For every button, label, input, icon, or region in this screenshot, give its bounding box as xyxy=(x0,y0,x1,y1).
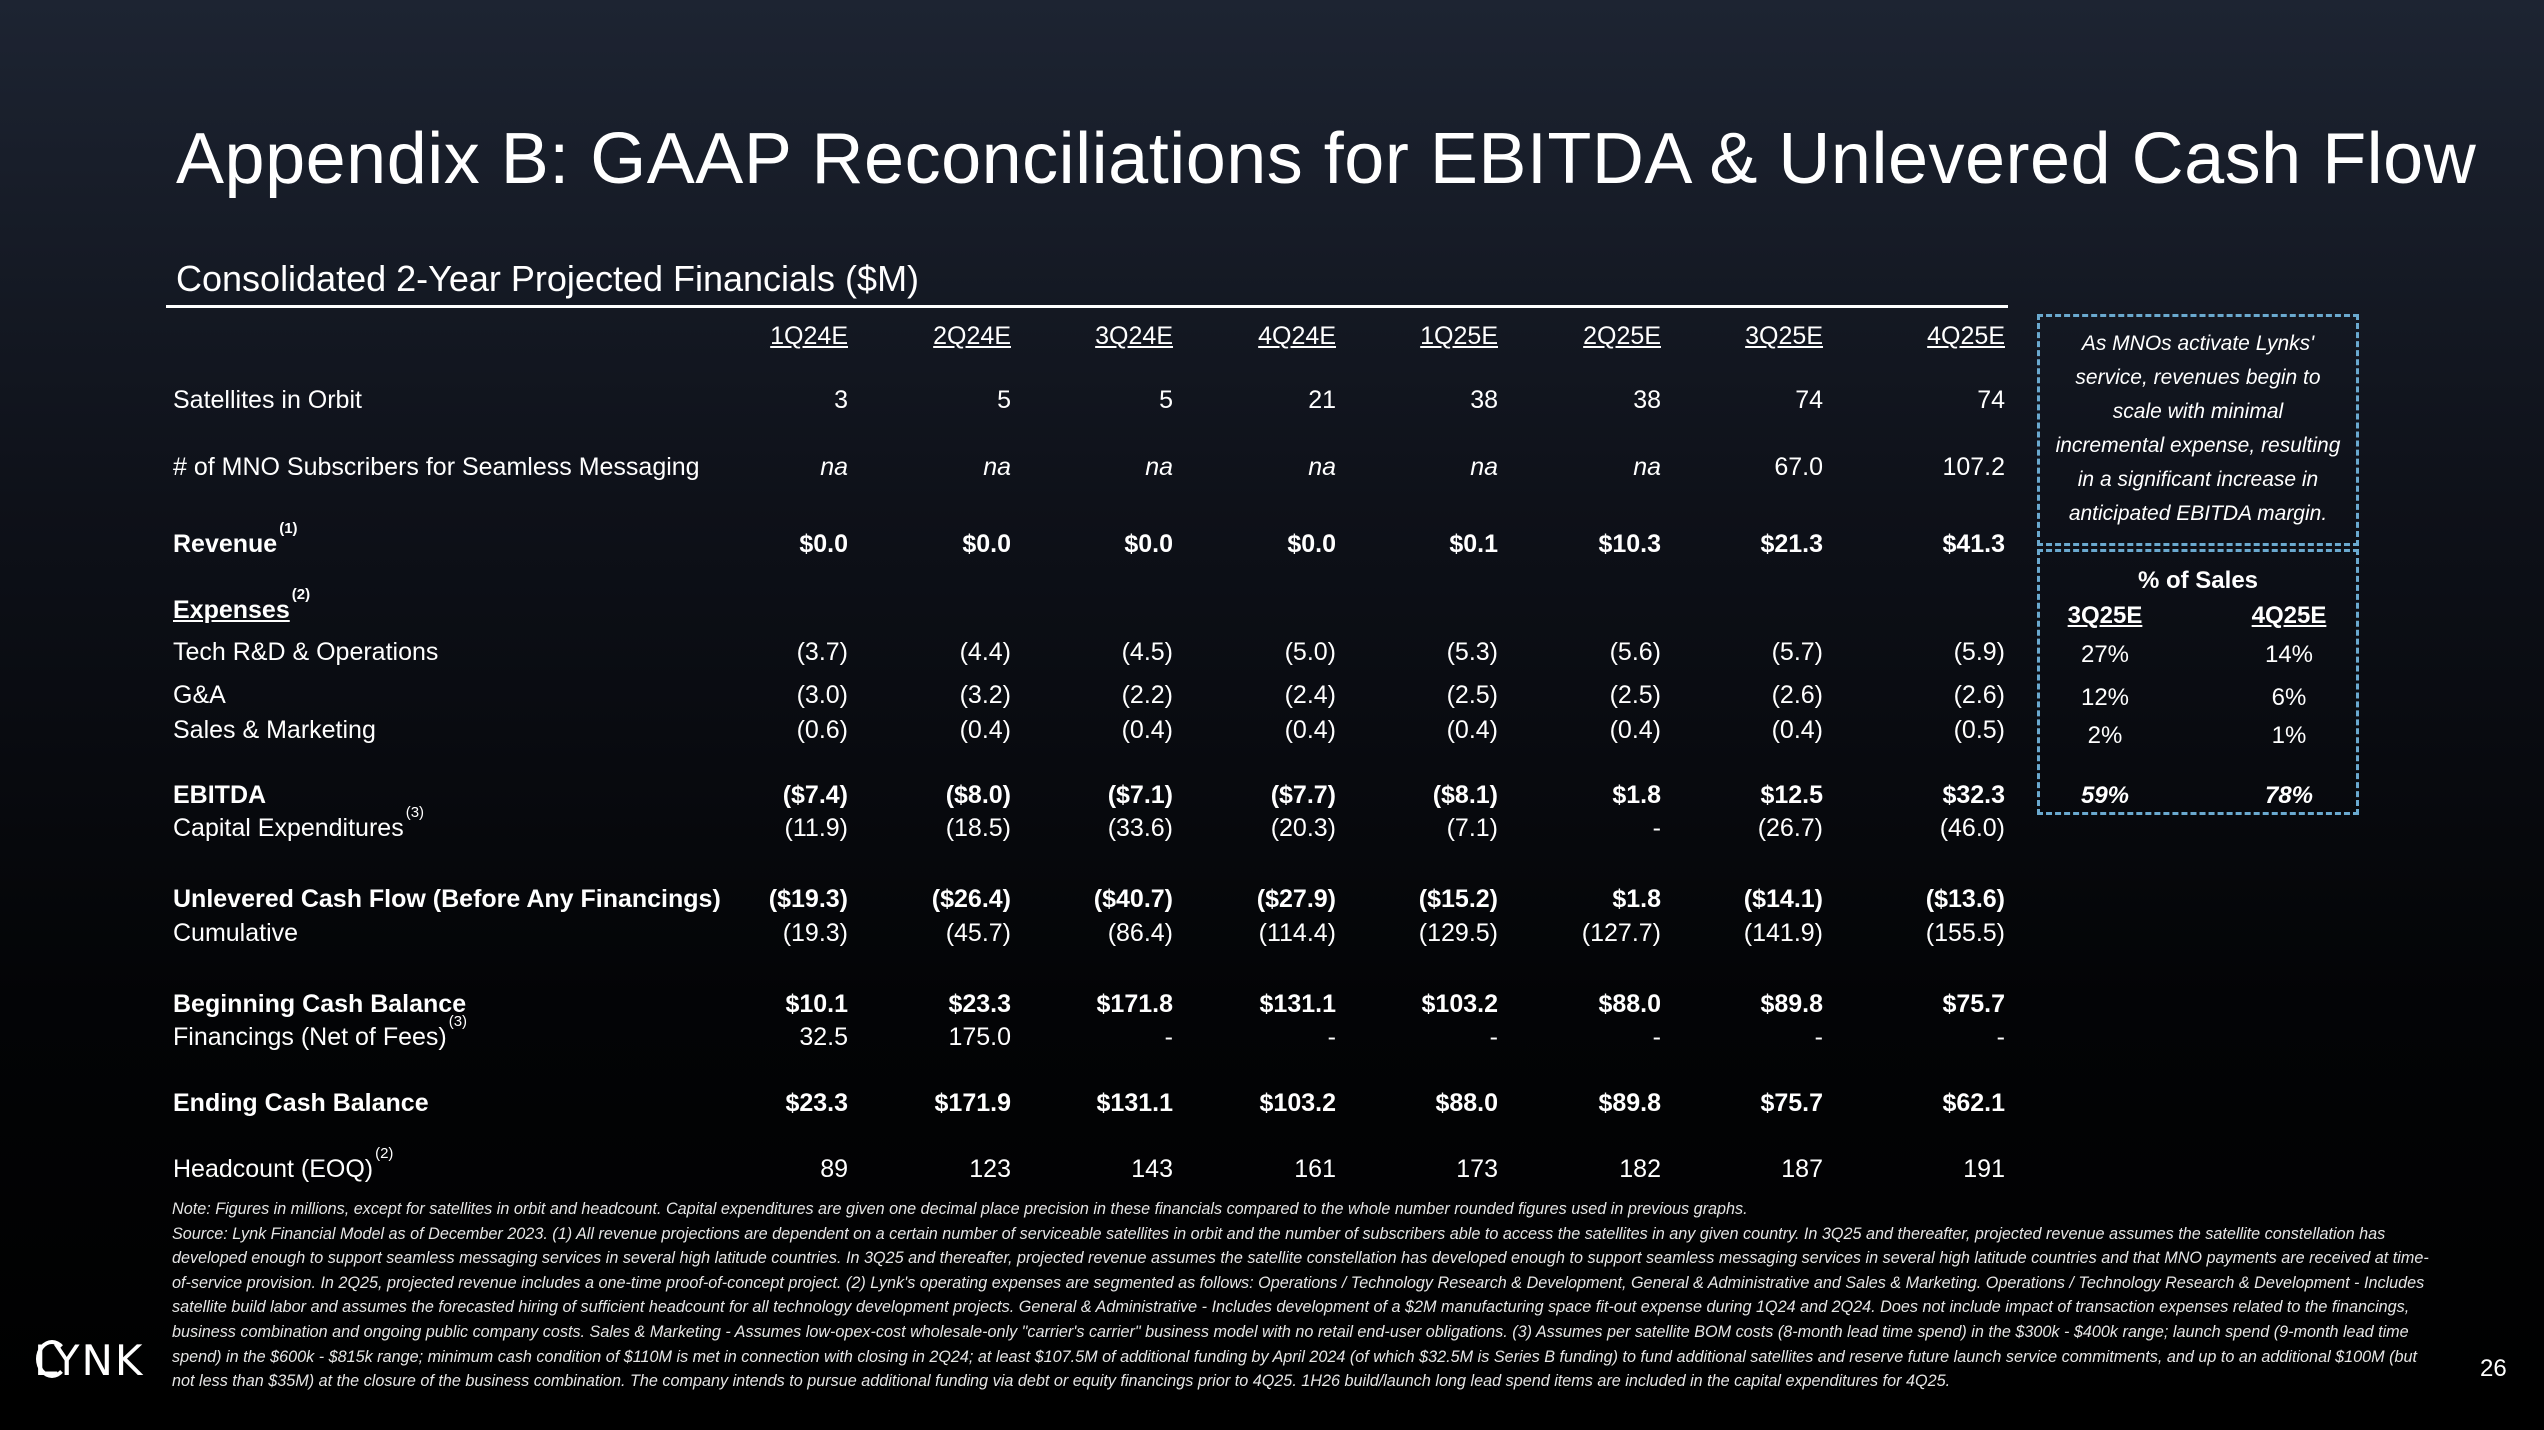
table-cell: (0.4) xyxy=(1121,716,1173,744)
row-label-text: Beginning Cash Balance xyxy=(173,990,467,1018)
row-label-text: G&A xyxy=(173,681,226,709)
row-label-revenue xyxy=(173,520,298,559)
table-cell: (33.6) xyxy=(1107,814,1173,842)
column-header: 3Q25E xyxy=(1745,322,1823,350)
table-cell: - xyxy=(1652,1023,1661,1051)
table-cell: ($19.3) xyxy=(768,885,848,913)
table-cell: 175.0 xyxy=(948,1023,1011,1051)
table-cell: (2.6) xyxy=(1953,681,2005,709)
table-cell: 21 xyxy=(1308,386,1336,414)
table-cell: $89.8 xyxy=(1760,990,1823,1018)
table-cell: - xyxy=(1164,1023,1173,1051)
table-cell: (2.2) xyxy=(1121,681,1173,709)
table-cell: 74 xyxy=(1795,386,1823,414)
table-cell: (5.0) xyxy=(1284,638,1336,666)
column-header: 1Q25E xyxy=(1420,322,1498,350)
pct-sales-header: 3Q25E xyxy=(2067,602,2143,629)
table-cell: (2.5) xyxy=(1446,681,1498,709)
table-cell: (19.3) xyxy=(782,919,848,947)
table-cell: 5 xyxy=(997,386,1011,414)
row-label-text: EBITDA xyxy=(173,781,267,809)
pct-of-sales-box xyxy=(2037,549,2359,815)
table-cell: (46.0) xyxy=(1939,814,2005,842)
table-cell: (0.4) xyxy=(1446,716,1498,744)
row-label-cumulative xyxy=(173,919,298,948)
column-header: 1Q24E xyxy=(770,322,848,350)
note-line: Note: Figures in millions, except for satellites in orbit and headcount. Capital expenditures are given one decimal place precision in these financials compared to the whole number rounded figures used in previous graphs. xyxy=(172,1200,1748,1218)
pct-sales-value: 1% xyxy=(2271,722,2307,749)
row-label-text: Capital Expenditures xyxy=(173,814,404,842)
table-cell: (5.9) xyxy=(1953,638,2005,666)
table-cell: $0.0 xyxy=(1124,530,1173,558)
table-cell: $10.3 xyxy=(1598,530,1661,558)
source-text: Source: Lynk Financial Model as of December 2023. (1) All revenue projections are dependent on a certain number of serviceable satellites in orbit and the number of subscribers able to access the satellites in any given country. In 3Q25 and thereafter, projected revenue assumes the satellite constellation has developed enough to support seamless messaging services in several high latitude countries. In 3Q25 and thereafter, projected revenue assumes the satellite constellation has developed enough to support seamless messaging services in several high latitude countries and that MNO payments are received at time-of-service provision. In 2Q25, projected revenue includes a one-time proof-of-concept project. (2) Lynk's operating expenses are segmented as follows: Operations / Technology Research & Development, General & Administrative and Sales & Marketing. Operations / Technology Research & Development - Includes satellite build labor and assumes the forecasted hiring of sufficient headcount for all technology development projects. General & Administrative - Includes development of a $2M manufacturing space fit-out expense during 1Q24 and 2Q24. Does not include impact of transaction expenses related to the financings, business combination and ongoing public company costs. Sales & Marketing - Assumes low-opex-cost wholesale-only "carrier's carrier" business model with no retail end-user obligations. (3) Assumes per satellite BOM costs (8-month lead time spend) in the $300k - $400k range; launch spend (9-month lead time spend) in the $600k - $815k range; minimum cash condition of $110M is met in connection with closing in 2Q24; at least $107.5M of additional funding by April 2024 (of which $32.5M is Series B funding) to fund additional satellites and reserve future launch service commitments, and up to an additional $100M (but not less than $35M) at the closure of the business combination. The company intends to pursue additional funding via debt or equity financings prior to 4Q25. 1H26 build/launch long lead spend items are included in the capital expenditures for 4Q25. xyxy=(172,1224,2429,1391)
table-cell: ($13.6) xyxy=(1925,885,2005,913)
page-number: 26 xyxy=(2480,1355,2507,1382)
table-cell: ($7.1) xyxy=(1107,781,1173,809)
table-cell: ($8.0) xyxy=(945,781,1011,809)
row-label-ga xyxy=(173,681,226,710)
table-cell: (0.4) xyxy=(1284,716,1336,744)
table-cell: ($14.1) xyxy=(1743,885,1823,913)
table-cell: (0.6) xyxy=(796,716,848,744)
row-label-ucf xyxy=(173,885,721,914)
table-cell: 89 xyxy=(820,1155,848,1183)
table-cell: na xyxy=(1145,453,1173,481)
table-cell: (0.4) xyxy=(1771,716,1823,744)
table-cell: 123 xyxy=(969,1155,1011,1183)
table-cell: $88.0 xyxy=(1435,1089,1498,1117)
table-cell: $171.9 xyxy=(934,1089,1011,1117)
callout-line: in a significant increase in xyxy=(2077,468,2319,491)
callout-line: scale with minimal xyxy=(2112,400,2284,423)
row-label-text: Satellites in Orbit xyxy=(173,386,362,414)
table-cell: $131.1 xyxy=(1259,990,1336,1018)
table-cell: $75.7 xyxy=(1760,1089,1823,1117)
row-label-sm xyxy=(173,716,376,745)
table-cell: $23.3 xyxy=(948,990,1011,1018)
table-cell: $62.1 xyxy=(1942,1089,2005,1117)
table-cell: $10.1 xyxy=(785,990,848,1018)
table-cell: (127.7) xyxy=(1581,919,1661,947)
pct-sales-value: 12% xyxy=(2080,684,2130,711)
row-label-subscribers xyxy=(173,453,700,482)
table-cell: na xyxy=(1470,453,1498,481)
footnote-marker: (2) xyxy=(375,1145,394,1162)
page-title: Appendix B: GAAP Reconciliations for EBITDA & Unlevered Cash Flow xyxy=(176,119,2477,199)
table-cell: (4.5) xyxy=(1121,638,1173,666)
table-cell: na xyxy=(820,453,848,481)
table-cell: ($27.9) xyxy=(1256,885,1336,913)
pct-of-sales-title: % of Sales xyxy=(2137,567,2259,594)
table-cell: $1.8 xyxy=(1612,781,1661,809)
table-cell: $103.2 xyxy=(1259,1089,1336,1117)
table-cell: (11.9) xyxy=(784,814,848,842)
callout-line: As MNOs activate Lynks' xyxy=(2081,332,2315,355)
table-cell: 191 xyxy=(1963,1155,2005,1183)
table-cell: na xyxy=(1308,453,1336,481)
table-cell: $131.1 xyxy=(1096,1089,1173,1117)
table-cell: (3.0) xyxy=(796,681,848,709)
table-cell: (2.6) xyxy=(1771,681,1823,709)
company-logo: LYNK xyxy=(34,1336,145,1385)
table-cell: $171.8 xyxy=(1096,990,1173,1018)
table-cell: - xyxy=(1327,1023,1336,1051)
footnote-marker: (3) xyxy=(448,1013,468,1030)
table-cell: $103.2 xyxy=(1421,990,1498,1018)
table-cell: (7.1) xyxy=(1446,814,1498,842)
row-label-text: Sales & Marketing xyxy=(173,716,376,744)
column-header: 4Q24E xyxy=(1258,322,1336,350)
table-cell: (5.7) xyxy=(1771,638,1823,666)
footnotes xyxy=(172,1197,2432,1394)
pct-sales-value: 2% xyxy=(2087,722,2123,749)
table-cell: (18.5) xyxy=(945,814,1011,842)
pct-sales-value: 6% xyxy=(2271,684,2307,711)
pct-sales-header: 4Q25E xyxy=(2251,602,2327,629)
table-cell: 187 xyxy=(1781,1155,1823,1183)
table-cell: (20.3) xyxy=(1270,814,1336,842)
table-cell: ($40.7) xyxy=(1093,885,1173,913)
table-cell: 143 xyxy=(1131,1155,1173,1183)
pct-sales-value: 78% xyxy=(2264,782,2314,809)
table-cell: $12.5 xyxy=(1760,781,1823,809)
table-cell: 67.0 xyxy=(1774,453,1823,481)
column-header: 2Q24E xyxy=(933,322,1011,350)
table-cell: $0.0 xyxy=(1287,530,1336,558)
footnote-marker: (3) xyxy=(405,804,425,821)
table-cell: (129.5) xyxy=(1418,919,1498,947)
table-cell: $0.0 xyxy=(799,530,848,558)
row-label-text: Cumulative xyxy=(173,919,299,947)
pct-sales-value: 14% xyxy=(2264,641,2314,668)
callout-line: service, revenues begin to xyxy=(2075,366,2321,389)
row-label-text: Financings (Net of Fees) xyxy=(173,1023,447,1051)
table-cell: ($7.7) xyxy=(1270,781,1336,809)
table-cell: (0.5) xyxy=(1953,716,2005,744)
table-cell: 38 xyxy=(1470,386,1498,414)
table-cell: 3 xyxy=(834,386,848,414)
table-cell: 173 xyxy=(1456,1155,1498,1183)
row-label-expenses xyxy=(173,586,311,625)
table-cell: ($8.1) xyxy=(1432,781,1498,809)
row-label-capex xyxy=(173,804,425,843)
row-label-text: # of MNO Subscribers for Seamless Messaging xyxy=(173,453,700,481)
row-label-text: Headcount (EOQ) xyxy=(173,1155,374,1183)
row-label-headcount xyxy=(173,1145,394,1184)
row-label-begin xyxy=(173,990,466,1019)
section-subtitle: Consolidated 2-Year Projected Financials ($M) xyxy=(176,258,920,299)
column-header: 3Q24E xyxy=(1095,322,1173,350)
callout-box xyxy=(2037,314,2359,546)
table-cell: (0.4) xyxy=(959,716,1011,744)
table-cell: $32.3 xyxy=(1942,781,2005,809)
table-cell: $0.0 xyxy=(962,530,1011,558)
footnote-marker: (1) xyxy=(279,520,298,537)
table-cell: 38 xyxy=(1633,386,1661,414)
table-cell: (155.5) xyxy=(1925,919,2005,947)
table-cell: - xyxy=(1814,1023,1823,1051)
table-cell: (2.5) xyxy=(1609,681,1661,709)
table-cell: (114.4) xyxy=(1258,919,1336,947)
table-cell: ($26.4) xyxy=(931,885,1011,913)
header-rule xyxy=(166,305,2008,308)
table-cell: (4.4) xyxy=(959,638,1011,666)
row-label-text: Tech R&D & Operations xyxy=(173,638,439,666)
row-label-text: Revenue xyxy=(173,530,278,558)
table-cell: - xyxy=(1489,1023,1498,1051)
table-cell: 74 xyxy=(1977,386,2005,414)
column-header: 4Q25E xyxy=(1927,322,2005,350)
table-cell: $41.3 xyxy=(1942,530,2005,558)
table-cell: $23.3 xyxy=(785,1089,848,1117)
row-label-satellites xyxy=(173,386,362,415)
table-cell: 5 xyxy=(1159,386,1173,414)
table-cell: 107.2 xyxy=(1942,453,2005,481)
table-cell: $21.3 xyxy=(1760,530,1823,558)
table-cell: (45.7) xyxy=(945,919,1011,947)
table-cell: ($15.2) xyxy=(1418,885,1498,913)
table-cell: (26.7) xyxy=(1757,814,1823,842)
table-cell: ($7.4) xyxy=(782,781,848,809)
table-cell: (3.2) xyxy=(959,681,1011,709)
table-cell: $75.7 xyxy=(1942,990,2005,1018)
row-label-text: Expenses xyxy=(173,596,290,624)
row-label-ending xyxy=(173,1089,429,1118)
callout-line: incremental expense, resulting xyxy=(2055,434,2341,457)
row-label-financings xyxy=(173,1013,468,1052)
table-cell: (5.6) xyxy=(1609,638,1661,666)
table-cell: (86.4) xyxy=(1107,919,1173,947)
column-header: 2Q25E xyxy=(1583,322,1661,350)
row-label-tech xyxy=(173,638,438,667)
table-cell: (0.4) xyxy=(1609,716,1661,744)
table-cell: 32.5 xyxy=(799,1023,848,1051)
table-cell: (5.3) xyxy=(1446,638,1498,666)
pct-sales-value: 59% xyxy=(2080,782,2130,809)
row-label-text: Unlevered Cash Flow (Before Any Financings) xyxy=(173,885,721,913)
table-cell: $0.1 xyxy=(1449,530,1498,558)
table-cell: $89.8 xyxy=(1598,1089,1661,1117)
footnote-marker: (2) xyxy=(291,586,311,603)
table-cell: $88.0 xyxy=(1598,990,1661,1018)
pct-sales-value: 27% xyxy=(2080,641,2130,668)
table-cell: - xyxy=(1996,1023,2005,1051)
table-cell: na xyxy=(1633,453,1661,481)
table-cell: (2.4) xyxy=(1284,681,1336,709)
callout-line: anticipated EBITDA margin. xyxy=(2068,502,2328,525)
table-cell: 161 xyxy=(1294,1155,1336,1183)
table-cell: - xyxy=(1652,814,1661,842)
row-label-ebitda xyxy=(173,781,266,810)
table-cell: na xyxy=(983,453,1011,481)
table-cell: (141.9) xyxy=(1743,919,1823,947)
row-label-text: Ending Cash Balance xyxy=(173,1089,429,1117)
table-cell: (3.7) xyxy=(796,638,848,666)
table-cell: 182 xyxy=(1619,1155,1661,1183)
table-cell: $1.8 xyxy=(1612,885,1661,913)
